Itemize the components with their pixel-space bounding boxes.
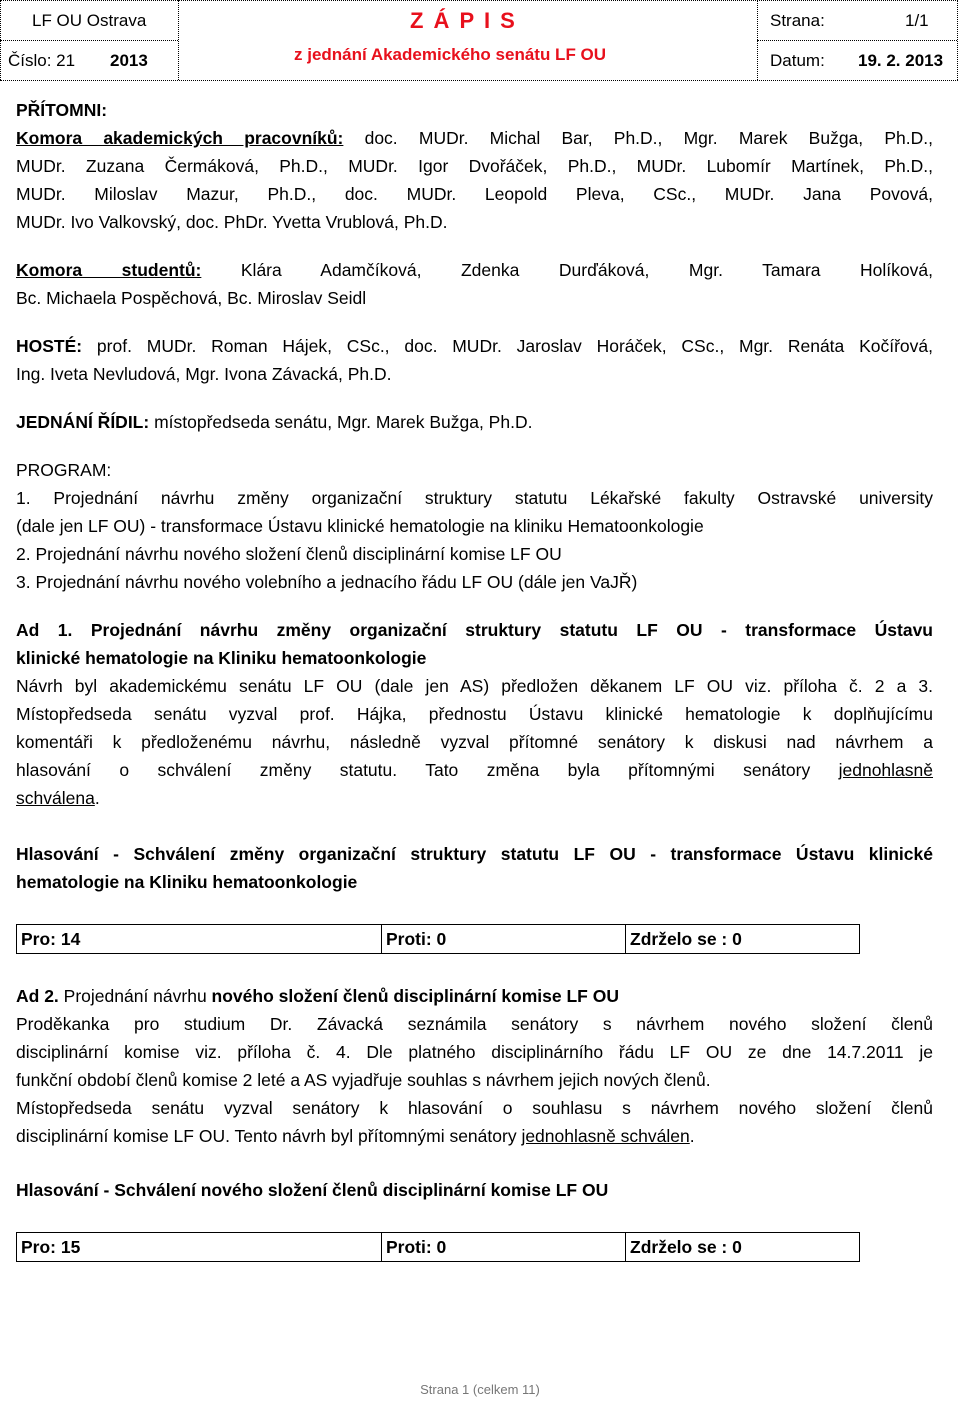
document-number: Číslo: 21	[8, 51, 76, 70]
document-body	[16, 96, 933, 1262]
guests-line: HOSTÉ: prof. MUDr. Roman Hájek, CSc., doc. MUDr. Jaroslav Horáček, CSc., Mgr. Renáta Kočířová,	[16, 336, 933, 356]
ad2-paragraph: disciplinární komise LF OU. Tento návrh byl přítomnými senátory jednohlasně schválen.	[16, 1126, 695, 1146]
ad2-paragraph: disciplinární komise viz. příloha č. 4. Dle platného disciplinárního řádu LF OU ze dne 14.7.2011 je	[16, 1042, 933, 1062]
vote-zdrzelo: Zdrželo se : 0	[626, 925, 860, 954]
document-subtitle: z jednání Akademického senátu LF OU	[294, 45, 607, 64]
ad1-paragraph: Návrh byl akademickému senátu LF OU (dale jen AS) předložen děkanem LF OU viz. příloha č. 2 a 3.	[16, 676, 933, 696]
ad2-paragraph: funkční období členů komise 2 leté a AS vyjadřuje souhlas s návrhem jejich nových členů.	[16, 1070, 711, 1090]
ad2-vote-title: Hlasování - Schválení nového složení členů disciplinární komise LF OU	[16, 1180, 609, 1200]
students-label: Komora studentů:	[16, 260, 202, 280]
document-title: Z Á P I S	[410, 8, 517, 33]
document-year: 2013	[110, 51, 148, 70]
vote-pro: Pro: 15	[17, 1233, 382, 1262]
vote-proti: Proti: 0	[382, 1233, 626, 1262]
ad2-vote-table	[16, 1232, 860, 1262]
ad2-title: Ad 2. Projednání návrhu nového složení členů disciplinární komise LF OU	[16, 986, 619, 1006]
header-divider	[178, 0, 179, 80]
vote-pro: Pro: 14	[17, 925, 382, 954]
guests-line: Ing. Iveta Nevludová, Mgr. Ivona Závacká, Ph.D.	[16, 364, 392, 384]
ad1-title: klinické hematologie na Kliniku hematoonkologie	[16, 648, 427, 668]
chair-label: JEDNÁNÍ ŘÍDIL:	[16, 412, 150, 432]
ad1-paragraph: komentáři k předloženému návrhu, následně vyzval přítomné senátory k diskusi nad návrhem a	[16, 732, 933, 752]
page-label: Strana:	[770, 11, 825, 30]
header-divider	[0, 40, 178, 41]
ad1-paragraph: hlasování o schválení změny statutu. Tato změna byla přítomnými senátory jednohlasně	[16, 760, 933, 780]
ad1-vote-title: hematologie na Kliniku hematoonkologie	[16, 872, 358, 892]
vote-proti: Proti: 0	[382, 925, 626, 954]
page-value: 1/1	[905, 11, 929, 30]
header-divider	[957, 0, 958, 80]
ad1-title: Ad 1. Projednání návrhu změny organizační struktury statutu LF OU - transformace Ústavu	[16, 620, 933, 640]
academics-label: Komora akademických pracovníků:	[16, 128, 344, 148]
ad1-paragraph: schválena.	[16, 788, 100, 808]
page-footer: Strana 1 (celkem 11)	[420, 1382, 540, 1397]
students-line: Komora studentů: Klára Adamčíková, Zdenka Durďáková, Mgr. Tamara Holíková,	[16, 260, 933, 280]
date-value: 19. 2. 2013	[858, 51, 944, 70]
academics-line: MUDr. Ivo Valkovský, doc. PhDr. Yvetta Vrublová, Ph.D.	[16, 212, 448, 232]
header-divider	[0, 0, 958, 1]
academics-line: MUDr. Miloslav Mazur, Ph.D., doc. MUDr. Leopold Pleva, CSc., MUDr. Jana Povová,	[16, 184, 933, 204]
ad2-paragraph: Místopředseda senátu vyzval senátory k hlasování o souhlasu s návrhem nového složení členů	[16, 1098, 933, 1118]
ad1-paragraph: Místopředseda senátu vyzval prof. Hájka, přednostu Ústavu klinické hematologie k doplňujícímu	[16, 704, 933, 724]
program-item-1: 1. Projednání návrhu změny organizační struktury statutu Lékařské fakulty Ostravské university	[16, 488, 933, 508]
ad1-vote-table	[16, 924, 860, 954]
program-item-2: 2. Projednání návrhu nového složení členů disciplinární komise LF OU	[16, 544, 562, 564]
program-item-1: (dale jen LF OU) - transformace Ústavu klinické hematologie na kliniku Hematoonkologie	[16, 516, 704, 536]
document-header	[0, 0, 958, 81]
guests-label: HOSTÉ:	[16, 336, 83, 356]
date-label: Datum:	[770, 51, 825, 70]
academics-line: Komora akademických pracovníků: doc. MUDr. Michal Bar, Ph.D., Mgr. Marek Bužga, Ph.D.,	[16, 128, 933, 148]
faculty-name: LF OU Ostrava	[32, 11, 147, 30]
ad1-vote-title: Hlasování - Schválení změny organizační struktury statutu LF OU - transformace Ústavu klinické	[16, 844, 933, 864]
students-line: Bc. Michaela Pospěchová, Bc. Miroslav Seidl	[16, 288, 367, 308]
vote-zdrzelo: Zdrželo se : 0	[626, 1233, 860, 1262]
program-heading: PROGRAM:	[16, 460, 112, 480]
chair-line: JEDNÁNÍ ŘÍDIL: místopředseda senátu, Mgr. Marek Bužga, Ph.D.	[16, 412, 533, 432]
ad2-paragraph: Proděkanka pro studium Dr. Závacká seznámila senátory s návrhem nového složení členů	[16, 1014, 933, 1034]
academics-line: MUDr. Zuzana Čermáková, Ph.D., MUDr. Igor Dvořáček, Ph.D., MUDr. Lubomír Martínek, Ph.D.,	[16, 156, 933, 176]
program-item-3: 3. Projednání návrhu nového volebního a jednacího řádu LF OU (dále jen VaJŘ)	[16, 572, 638, 592]
header-divider	[757, 40, 957, 41]
present-heading: PŘÍTOMNI:	[16, 100, 108, 120]
